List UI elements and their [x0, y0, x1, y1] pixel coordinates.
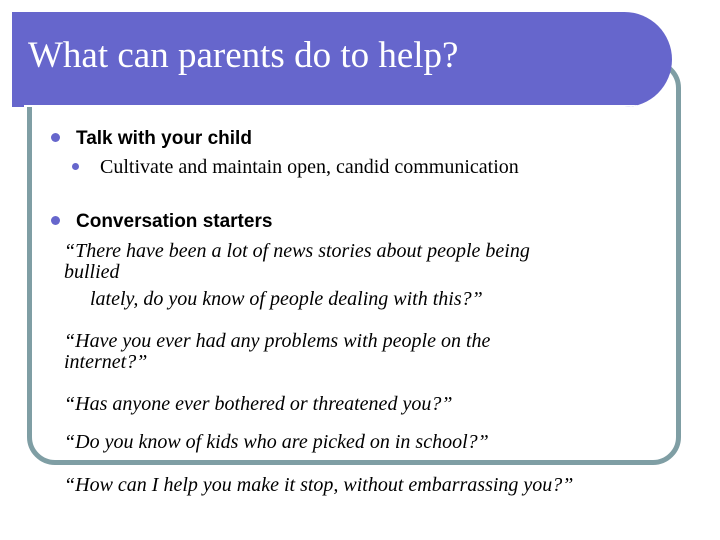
subbullet-cultivate-communication	[72, 156, 519, 179]
quote-line: internet?”	[64, 351, 148, 373]
title-banner	[12, 12, 672, 107]
quote-line: lately, do you know of people dealing with this?”	[90, 288, 483, 310]
quote-line: “How can I help you make it stop, without embarrassing you?”	[64, 474, 574, 496]
title-underline	[24, 105, 650, 107]
bullet-dot-icon	[72, 163, 79, 170]
quote-picked-on-school	[64, 432, 489, 453]
slide-title: What can parents do to help?	[28, 35, 459, 76]
quote-line: “There have been a lot of news stories about people being	[64, 240, 530, 262]
quote-line: bullied	[64, 261, 120, 283]
quote-bothered-threatened	[64, 394, 452, 415]
quote-line: “Do you know of kids who are picked on in school?”	[64, 431, 489, 453]
bullet-dot-icon	[51, 216, 60, 225]
quote-line: “Have you ever had any problems with people on the	[64, 330, 491, 352]
bullet-text: Conversation starters	[76, 211, 273, 232]
bullet-conversation-starters	[51, 211, 272, 233]
bullet-dot-icon	[51, 133, 60, 142]
subbullet-text: Cultivate and maintain open, candid communication	[100, 156, 519, 178]
bullet-text: Talk with your child	[76, 128, 252, 149]
bullet-talk-with-child	[51, 128, 252, 150]
quote-help-stop	[64, 475, 573, 496]
quote-line: “Has anyone ever bothered or threatened you?”	[64, 393, 453, 415]
quote-internet-problems	[64, 331, 490, 373]
quote-news-stories	[64, 241, 530, 310]
